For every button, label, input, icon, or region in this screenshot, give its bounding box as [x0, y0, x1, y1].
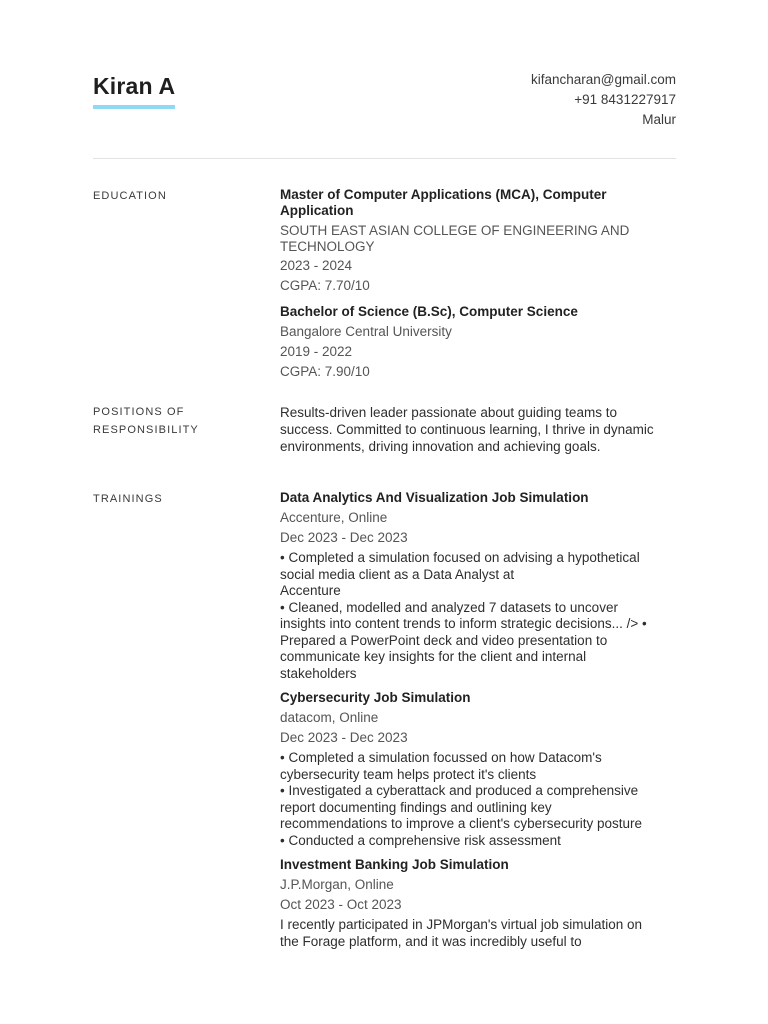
training-org: datacom, Online — [280, 710, 379, 725]
education-degree: Bachelor of Science (B.Sc), Computer Science — [280, 304, 578, 319]
education-school: Bangalore Central University — [280, 324, 452, 339]
positions-label-line: POSITIONS OF — [93, 406, 185, 418]
training-org: Accenture, Online — [280, 510, 388, 525]
training-detail: recommendations to improve a client's cybersecurity posture — [280, 816, 642, 831]
education-school-cont: TECHNOLOGY — [280, 239, 375, 254]
training-title: Data Analytics And Visualization Job Simulation — [280, 490, 589, 505]
positions-text: environments, driving innovation and achieving goals. — [280, 439, 601, 454]
education-grade: CGPA: 7.70/10 — [280, 278, 370, 293]
education-section — [280, 187, 680, 382]
training-detail: the Forage platform, and it was incredibly useful to — [280, 933, 582, 949]
positions-label — [93, 403, 199, 439]
training-detail: I recently participated in JPMorgan's virtual job simulation on — [280, 917, 643, 932]
trainings-label: TRAININGS — [93, 493, 163, 505]
positions-text: Results-driven leader passionate about guiding teams to — [280, 405, 617, 420]
header-divider — [93, 158, 676, 159]
contact-phone: +91 8431227917 — [574, 92, 676, 107]
education-grade: CGPA: 7.90/10 — [280, 364, 370, 379]
training-detail: insights into content trends to inform strategic decisions... /> • — [280, 616, 647, 631]
contact-email[interactable]: kifancharan@gmail.com — [530, 72, 676, 87]
positions-label-line: RESPONSIBILITY — [93, 424, 199, 436]
training-detail: • Investigated a cyberattack and produced a comprehensive — [280, 783, 639, 798]
training-detail: Accenture — [280, 583, 341, 598]
education-label: EDUCATION — [93, 190, 167, 202]
education-dates: 2019 - 2022 — [280, 344, 353, 359]
training-detail: report documenting findings and outlining key — [280, 799, 552, 815]
training-detail: • Cleaned, modelled and analyzed 7 datasets to uncover — [280, 599, 618, 615]
training-detail: cybersecurity team helps protect it's clients — [280, 766, 537, 782]
education-school: SOUTH EAST ASIAN COLLEGE OF ENGINEERING AND — [280, 223, 630, 238]
training-title: Investment Banking Job Simulation — [280, 857, 509, 872]
education-dates: 2023 - 2024 — [280, 258, 353, 273]
training-dates: Dec 2023 - Dec 2023 — [280, 530, 408, 545]
contact-location: Malur — [642, 112, 676, 127]
training-detail: stakeholders — [280, 665, 357, 681]
education-degree: Master of Computer Applications (MCA), Computer — [280, 187, 607, 202]
contact-block — [531, 70, 676, 130]
education-degree-cont: Application — [280, 203, 354, 218]
training-dates: Dec 2023 - Dec 2023 — [280, 730, 408, 745]
training-detail: • Completed a simulation focused on advising a hypothetical — [280, 550, 640, 565]
training-detail: • Completed a simulation focussed on how Datacom's — [280, 750, 602, 765]
name-accent-bar — [93, 105, 175, 109]
training-detail: • Conducted a comprehensive risk assessment — [280, 832, 561, 848]
training-detail: communicate key insights for the client and internal — [280, 649, 587, 664]
training-dates: Oct 2023 - Oct 2023 — [280, 897, 402, 912]
training-title: Cybersecurity Job Simulation — [280, 690, 471, 705]
candidate-name: Kiran A — [93, 73, 176, 99]
training-detail: social media client as a Data Analyst at — [280, 566, 515, 582]
positions-text: success. Committed to continuous learning, I thrive in dynamic — [280, 422, 654, 437]
training-org: J.P.Morgan, Online — [280, 877, 394, 892]
trainings-section — [280, 490, 680, 950]
resume-header — [93, 70, 676, 130]
positions-section — [280, 404, 680, 455]
training-detail: Prepared a PowerPoint deck and video presentation to — [280, 632, 608, 648]
